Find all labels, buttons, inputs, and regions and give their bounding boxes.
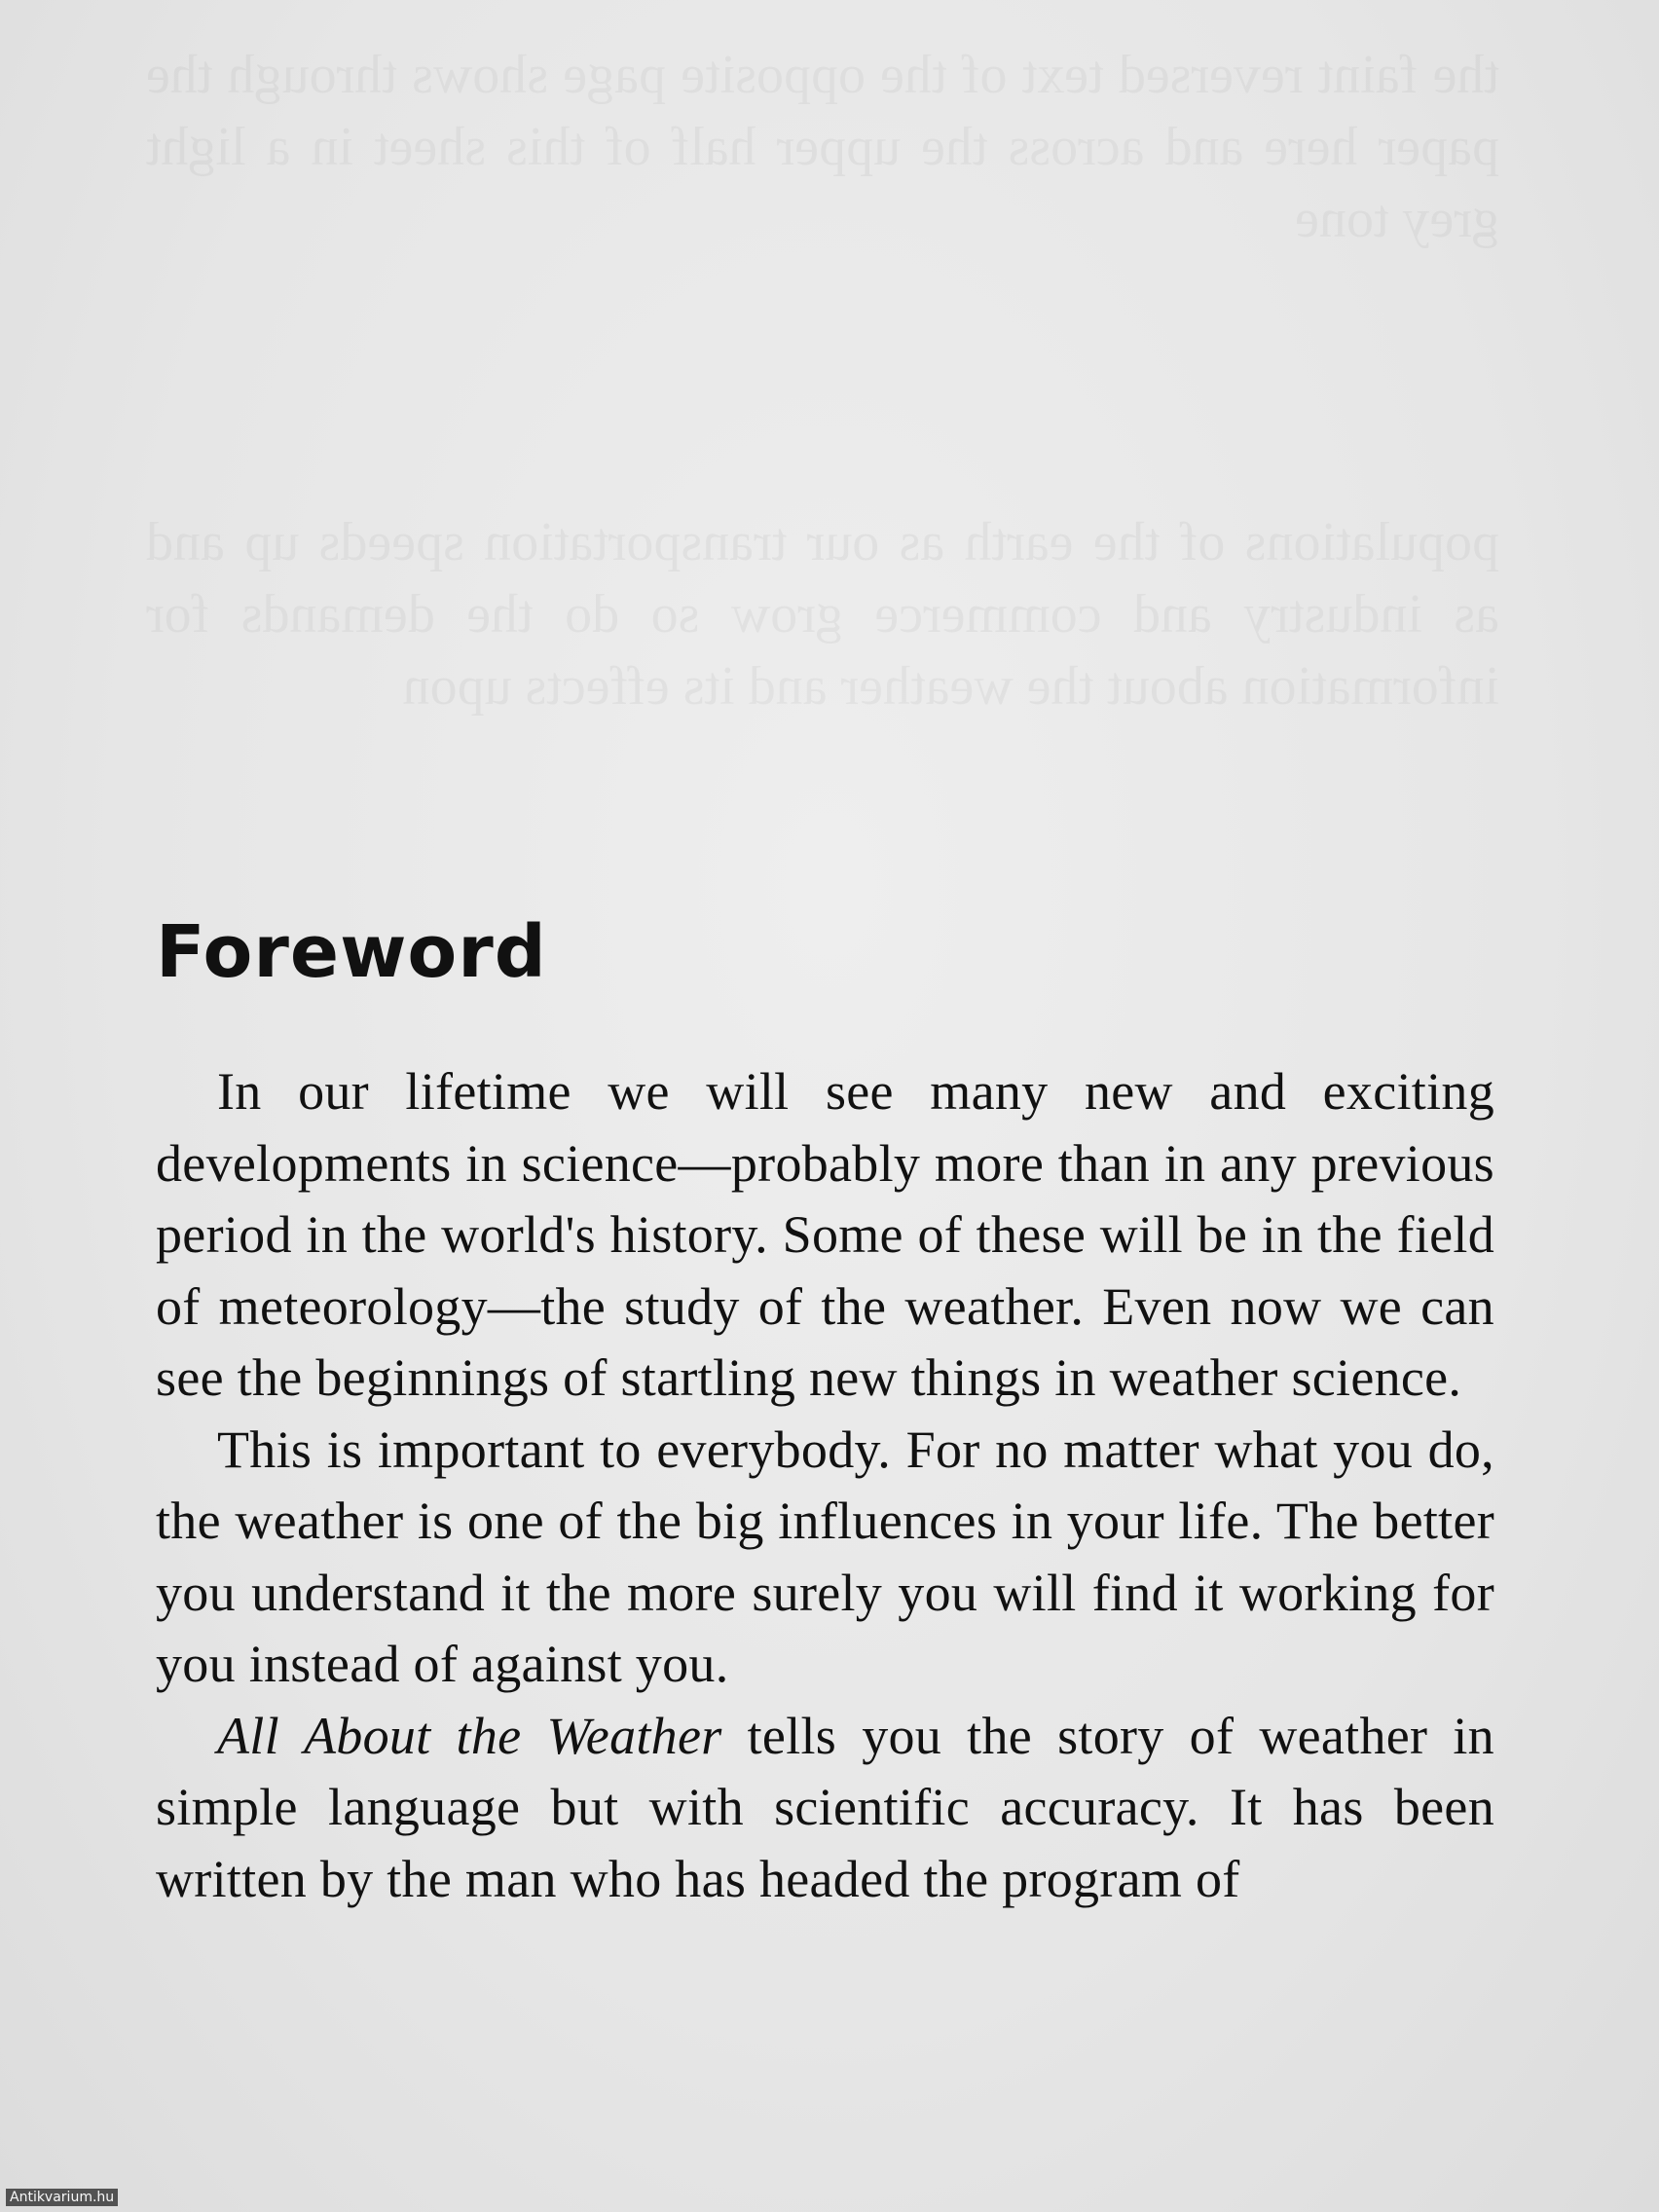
book-title: All About the Weather [217,1706,722,1765]
paragraph-3 [156,1701,1494,1916]
show-through-text-middle [146,506,1499,722]
page-title: Foreword [156,910,547,994]
show-through-text-top [146,39,1499,255]
paragraph-3-text: tells you the story of weather in simple language but with scientific accuracy. It has been written by the man who has headed the program of [156,1706,1494,1908]
paragraph-1: In our lifetime we will see many new and exciting developments in science—probably more than in any previous period in the world's history. Some of these will be in the field of meteorology—the study of the weather. Even now we can see the beginnings of startling new things in weather science. [156,1062,1494,1407]
paragraph-2: This is important to everybody. For no matter what you do, the weather is one of the big influences in your life. The better you understand it the more surely you will find it working for you instead of against you. [156,1419,1494,1693]
watermark-label: Antikvarium.hu [6,2189,118,2206]
foreword-body [156,1056,1494,1915]
